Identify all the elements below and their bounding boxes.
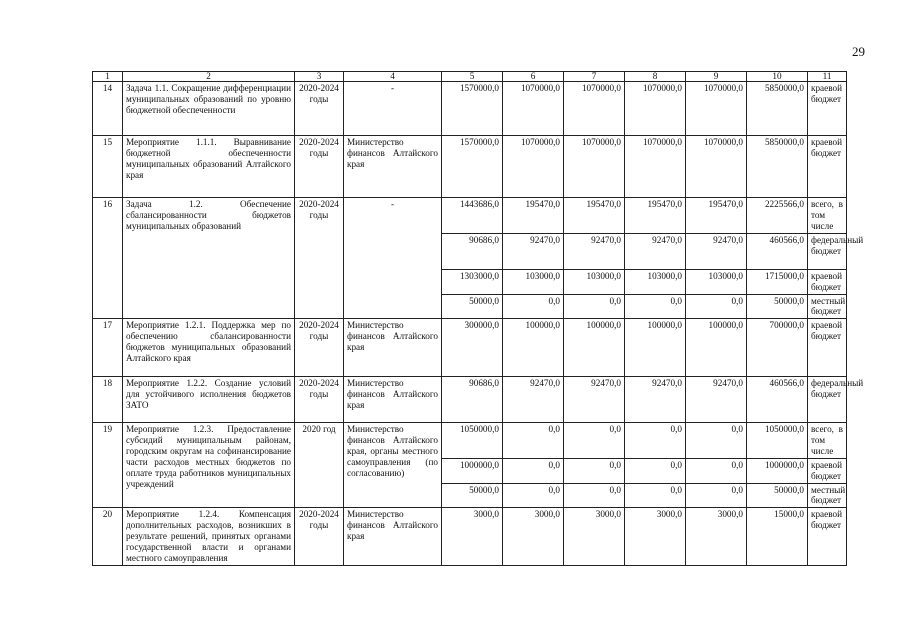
value-2021: 0,0	[503, 483, 564, 508]
value-total: 700000,0	[747, 319, 808, 377]
table-row	[93, 319, 847, 377]
value-2020: 90686,0	[442, 233, 503, 269]
value-2022: 0,0	[564, 483, 625, 508]
value-2022: 100000,0	[564, 319, 625, 377]
funding-source: краевой бюджет	[808, 458, 847, 483]
executor: Министерство финансов Алтайского края, органы местного самоуправления (по согласованию)	[344, 423, 442, 508]
measure-name: Мероприятие 1.2.1. Поддержка мер по обеспечению сбалансированности бюджетов муниципальных образований Алтайского края	[123, 319, 295, 377]
value-2021: 1070000,0	[503, 136, 564, 198]
value-2021: 100000,0	[503, 319, 564, 377]
funding-source: всего, в том числе	[808, 423, 847, 459]
value-2020: 1443686,0	[442, 198, 503, 234]
row-number: 16	[93, 198, 123, 319]
measure-name: Мероприятие 1.1.1. Выравнивание бюджетной обеспеченности муниципальных образований Алтайского края	[123, 136, 295, 198]
column-number: 3	[295, 72, 344, 82]
table-row	[93, 198, 847, 234]
table-row	[93, 508, 847, 565]
row-number: 14	[93, 82, 123, 136]
value-2024: 195470,0	[686, 198, 747, 234]
value-total: 1715000,0	[747, 269, 808, 294]
column-number: 10	[747, 72, 808, 82]
program-table	[92, 71, 864, 566]
value-2020: 1303000,0	[442, 269, 503, 294]
executor: Министерство финансов Алтайского края	[344, 319, 442, 377]
executor: Министерство финансов Алтайского края	[344, 377, 442, 423]
value-2022: 92470,0	[564, 233, 625, 269]
funding-source: краевой бюджет	[808, 82, 847, 136]
value-2020: 1000000,0	[442, 458, 503, 483]
value-2021: 103000,0	[503, 269, 564, 294]
task-name: Задача 1.1. Сокращение дифференциации муниципальных образований по уровню бюджетной обеспеченности	[123, 82, 295, 136]
value-2023: 0,0	[625, 483, 686, 508]
period: 2020-2024 годы	[295, 136, 344, 198]
table-row	[93, 82, 847, 136]
value-2024: 3000,0	[686, 508, 747, 565]
value-2023: 92470,0	[625, 233, 686, 269]
value-total: 50000,0	[747, 483, 808, 508]
funding-source: краевой бюджет	[808, 136, 847, 198]
column-number: 8	[625, 72, 686, 82]
measure-name: Мероприятие 1.2.3. Предоставление субсидий муниципальным районам, городским округам на софинансирование части расходов местных бюджетов по оплате труда работников муниципальных учреждений	[123, 423, 295, 508]
value-2022: 0,0	[564, 458, 625, 483]
value-total: 1000000,0	[747, 458, 808, 483]
measure-name: Мероприятие 1.2.4. Компенсация дополнительных расходов, возникших в результате решений, принятых органами государственной власти и органами местного самоуправления	[123, 508, 295, 565]
funding-source: федеральный бюджет	[808, 233, 847, 269]
value-2021: 1070000,0	[503, 82, 564, 136]
value-2022: 1070000,0	[564, 82, 625, 136]
value-2020: 1050000,0	[442, 423, 503, 459]
column-number-row	[93, 72, 847, 82]
value-2023: 1070000,0	[625, 82, 686, 136]
funding-source: федеральный бюджет	[808, 377, 847, 423]
row-number: 20	[93, 508, 123, 565]
value-total: 15000,0	[747, 508, 808, 565]
funding-source: краевой бюджет	[808, 508, 847, 565]
period: 2020-2024 годы	[295, 508, 344, 565]
value-2024: 0,0	[686, 294, 747, 319]
value-total: 1050000,0	[747, 423, 808, 459]
value-2022: 103000,0	[564, 269, 625, 294]
column-number: 4	[344, 72, 442, 82]
value-2022: 0,0	[564, 423, 625, 459]
column-number: 9	[686, 72, 747, 82]
funding-source: краевой бюджет	[808, 319, 847, 377]
value-total: 2225566,0	[747, 198, 808, 234]
value-2021: 195470,0	[503, 198, 564, 234]
funding-source: местный бюджет	[808, 483, 847, 508]
row-number: 19	[93, 423, 123, 508]
column-number: 7	[564, 72, 625, 82]
value-total: 5850000,0	[747, 82, 808, 136]
value-2020: 50000,0	[442, 294, 503, 319]
value-2020: 1570000,0	[442, 136, 503, 198]
period: 2020-2024 годы	[295, 82, 344, 136]
value-2021: 3000,0	[503, 508, 564, 565]
value-2024: 103000,0	[686, 269, 747, 294]
value-2024: 0,0	[686, 458, 747, 483]
executor: Министерство финансов Алтайского края	[344, 508, 442, 565]
value-2024: 1070000,0	[686, 82, 747, 136]
value-2020: 3000,0	[442, 508, 503, 565]
value-2024: 0,0	[686, 423, 747, 459]
executor: Министерство финансов Алтайского края	[344, 136, 442, 198]
value-2020: 300000,0	[442, 319, 503, 377]
value-2023: 3000,0	[625, 508, 686, 565]
value-2024: 0,0	[686, 483, 747, 508]
value-2024: 92470,0	[686, 233, 747, 269]
value-2023: 100000,0	[625, 319, 686, 377]
value-2020: 1570000,0	[442, 82, 503, 136]
table-row	[93, 136, 847, 198]
value-total: 460566,0	[747, 233, 808, 269]
page-number: 29	[852, 44, 865, 59]
period: 2020-2024 годы	[295, 377, 344, 423]
value-total: 50000,0	[747, 294, 808, 319]
column-number: 6	[503, 72, 564, 82]
value-2023: 0,0	[625, 294, 686, 319]
value-2024: 92470,0	[686, 377, 747, 423]
period: 2020 год	[295, 423, 344, 508]
value-2020: 50000,0	[442, 483, 503, 508]
period: 2020-2024 годы	[295, 319, 344, 377]
value-2020: 90686,0	[442, 377, 503, 423]
value-2023: 92470,0	[625, 377, 686, 423]
funding-source: краевой бюджет	[808, 269, 847, 294]
value-2024: 1070000,0	[686, 136, 747, 198]
column-number: 2	[123, 72, 295, 82]
value-2021: 92470,0	[503, 377, 564, 423]
value-2022: 0,0	[564, 294, 625, 319]
value-total: 5850000,0	[747, 136, 808, 198]
value-2022: 195470,0	[564, 198, 625, 234]
period: 2020-2024 годы	[295, 198, 344, 319]
executor: -	[344, 82, 442, 136]
column-number: 1	[93, 72, 123, 82]
value-2023: 195470,0	[625, 198, 686, 234]
executor: -	[344, 198, 442, 319]
value-2022: 1070000,0	[564, 136, 625, 198]
value-total: 460566,0	[747, 377, 808, 423]
value-2021: 92470,0	[503, 233, 564, 269]
value-2023: 0,0	[625, 458, 686, 483]
table-row	[93, 423, 847, 459]
value-2024: 100000,0	[686, 319, 747, 377]
row-number: 17	[93, 319, 123, 377]
value-2023: 103000,0	[625, 269, 686, 294]
column-number: 11	[808, 72, 847, 82]
row-number: 18	[93, 377, 123, 423]
table-row	[93, 377, 847, 423]
value-2021: 0,0	[503, 294, 564, 319]
funding-source: местный бюджет	[808, 294, 847, 319]
funding-source: всего, в том числе	[808, 198, 847, 234]
value-2022: 3000,0	[564, 508, 625, 565]
value-2023: 0,0	[625, 423, 686, 459]
value-2022: 92470,0	[564, 377, 625, 423]
task-name: Задача 1.2. Обеспечение сбалансированности бюджетов муниципальных образований	[123, 198, 295, 319]
value-2021: 0,0	[503, 458, 564, 483]
measure-name: Мероприятие 1.2.2. Создание условий для устойчивого исполнения бюджетов ЗАТО	[123, 377, 295, 423]
column-number: 5	[442, 72, 503, 82]
row-number: 15	[93, 136, 123, 198]
value-2021: 0,0	[503, 423, 564, 459]
value-2023: 1070000,0	[625, 136, 686, 198]
